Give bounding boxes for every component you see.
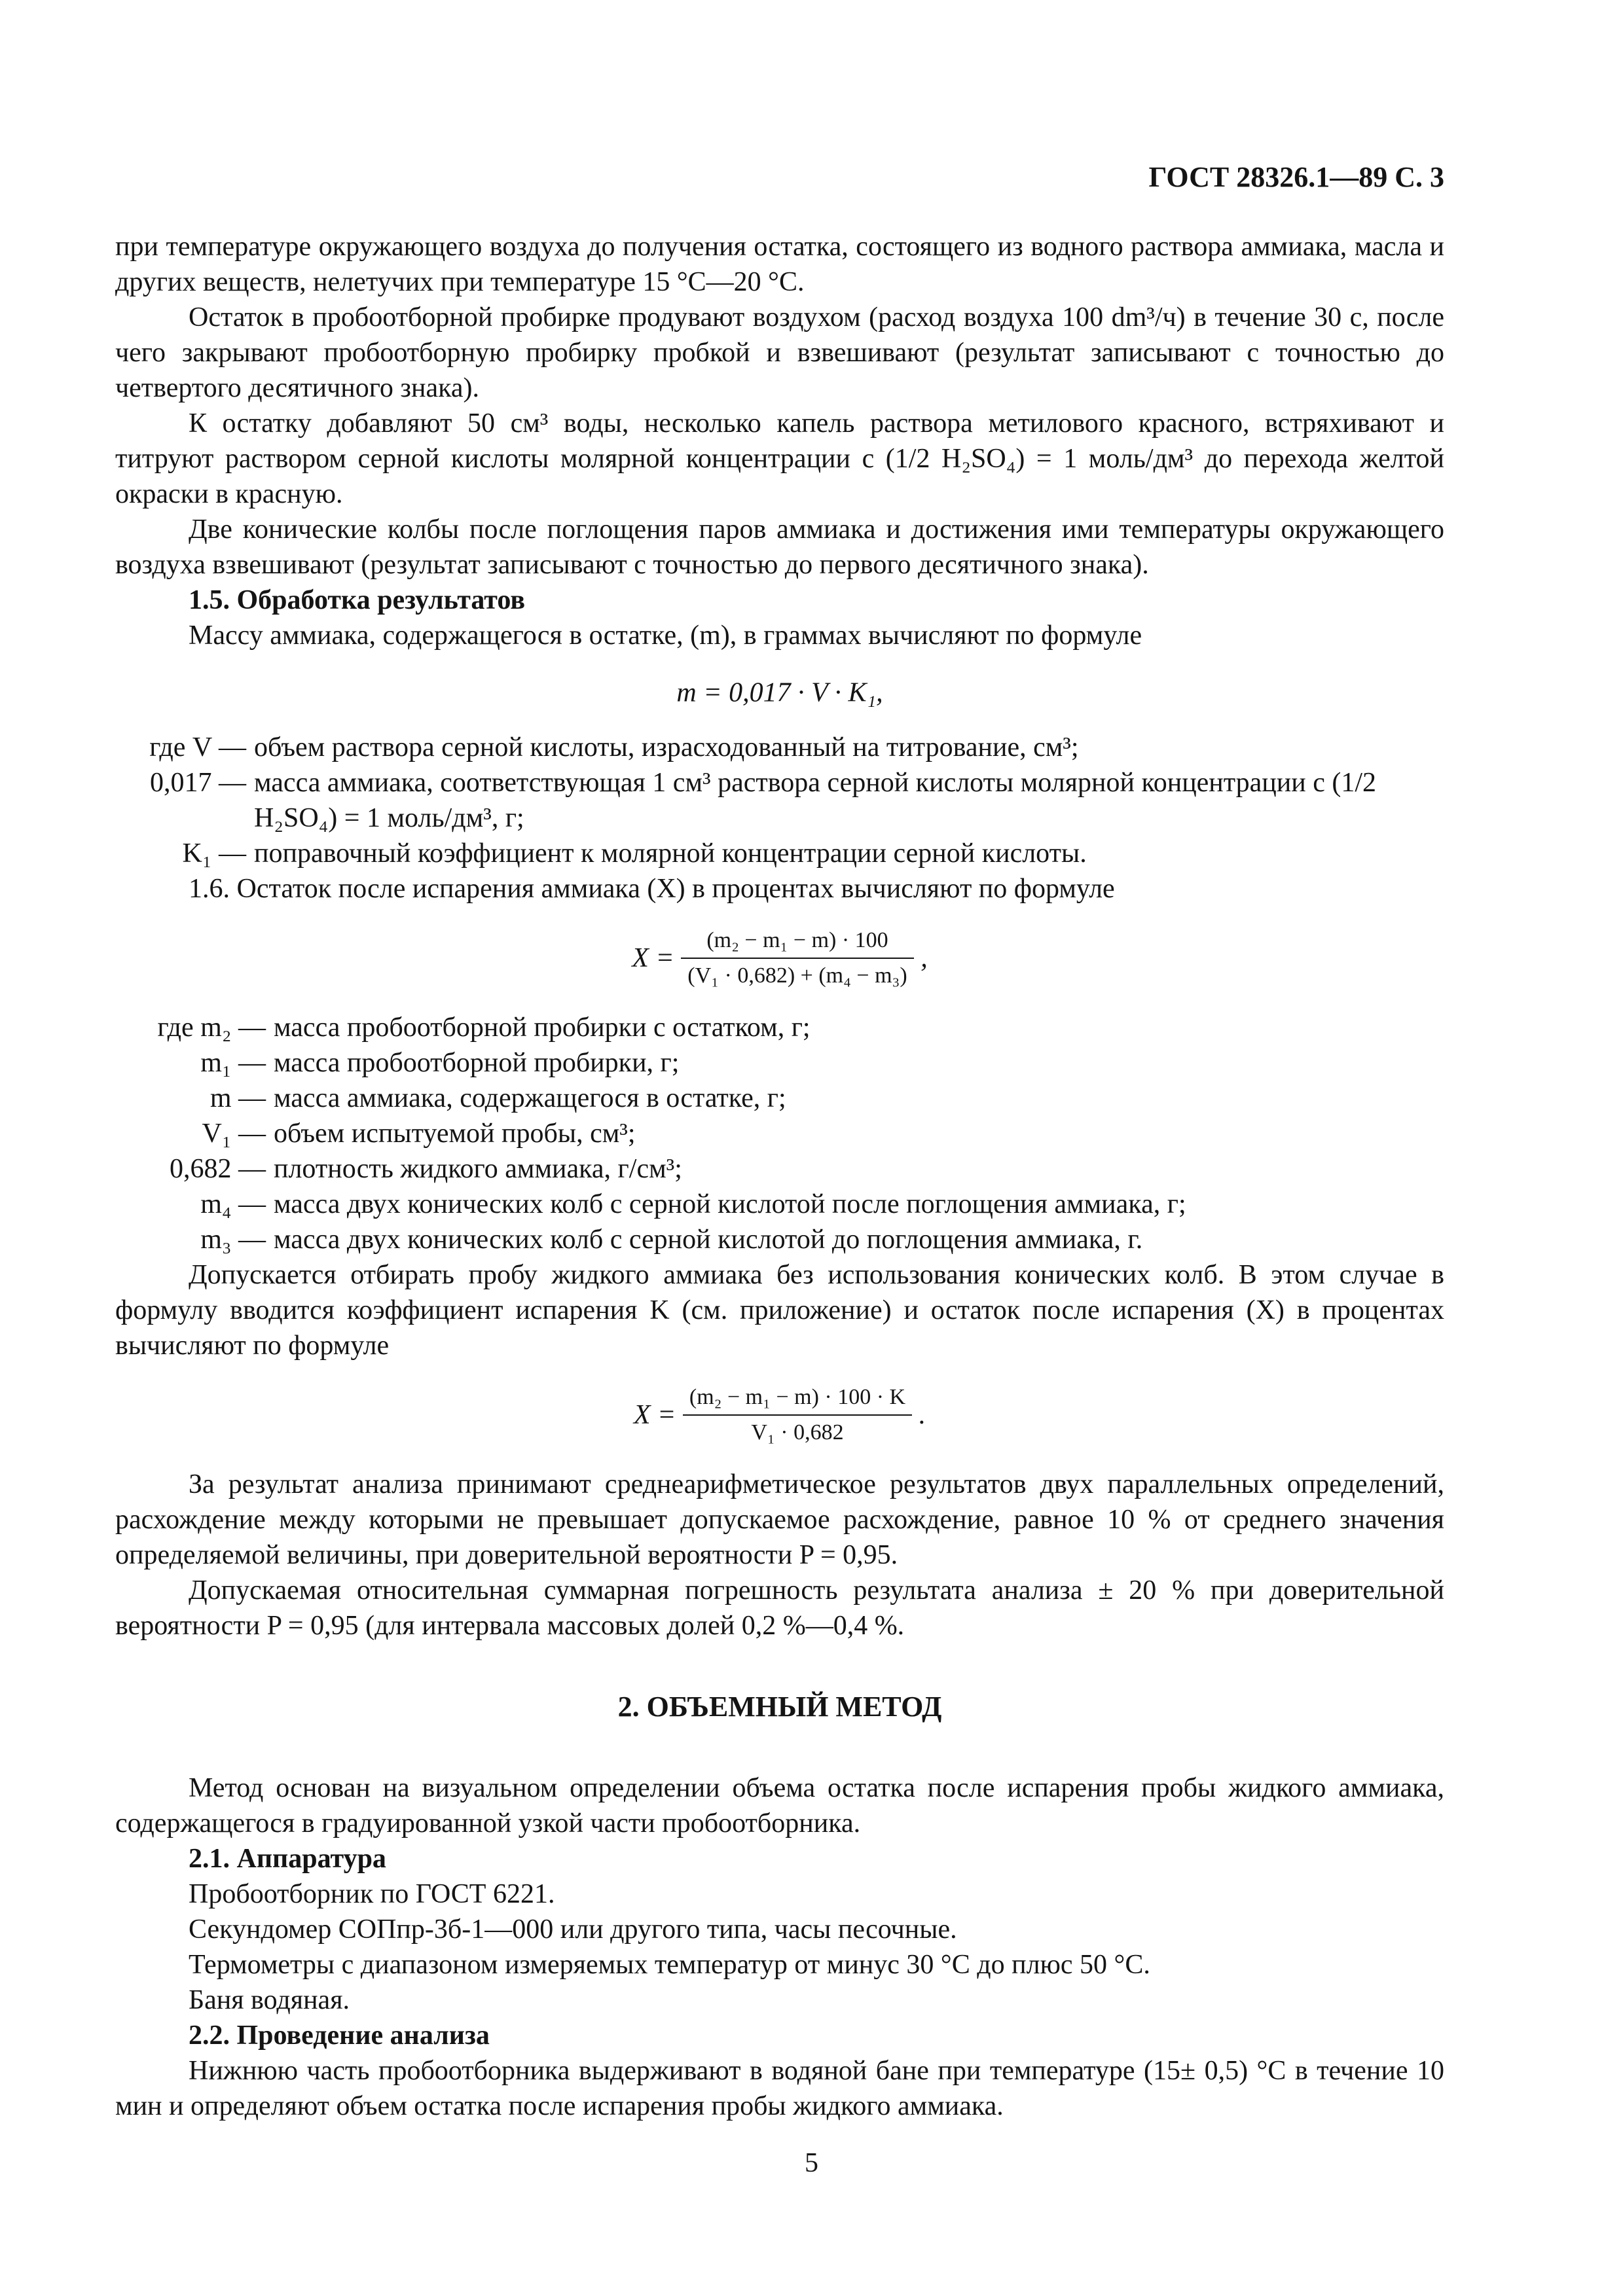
- paragraph: Две конические колбы после поглощения паров аммиака и достижения ими температуры окружающего воздуха взвешивают (результат записывают с точностью до первого десятичного знака).: [115, 514, 1444, 580]
- definition-row: [115, 1081, 1444, 1116]
- page-number: 5: [805, 2148, 818, 2178]
- definition-symbol: m₃ —: [200, 1225, 266, 1255]
- definition-symbol: K₁ —: [182, 838, 246, 869]
- definition-row: [115, 1045, 1444, 1081]
- apparatus-item: Секундомер СОПпр-3б-1—000 или другого типа, часы песочные.: [189, 1914, 957, 1945]
- definition-row: [115, 730, 1444, 765]
- definition-symbol: m₁ —: [200, 1048, 266, 1079]
- definition-symbol: где V —: [149, 732, 246, 763]
- paragraph: Остаток в пробоотборной пробирке продувают воздухом (расход воздуха 100 dm³/ч) в течение 30 с, после чего закрывают пробоотборную пробирку пробкой и взвешивают (результат записывают с точностью до четвертого десятичного знака).: [115, 302, 1444, 403]
- definition-symbol: 0,017 —: [150, 768, 246, 798]
- definition-symbol: где m₂ —: [157, 1013, 266, 1043]
- paragraph: К остатку добавляют 50 см³ воды, несколько капель раствора метилового красного, встряхивают и титруют раствором серной кислоты молярной концентрации c (1/2 H₂SO₄) = 1 моль/дм³ до перехода желтой окраски в красную.: [115, 408, 1444, 509]
- document-page: [115, 160, 1444, 2124]
- document-header: ГОСТ 28326.1—89 С. 3: [1148, 161, 1444, 193]
- fraction: [683, 1383, 912, 1447]
- definition-row: [115, 1222, 1444, 1257]
- formula-tail: .: [919, 1400, 926, 1431]
- definition-row: [115, 1010, 1444, 1045]
- paragraph: Массу аммиака, содержащегося в остатке, (m), в граммах вычисляют по формуле: [189, 620, 1142, 651]
- paragraph: Метод основан на визуальном определении объема остатка после испарения пробы жидкого аммиака, содержащегося в градуированной узкой части пробоотборника.: [115, 1773, 1444, 1839]
- subsection-heading: 1.5. Обработка результатов: [189, 585, 526, 615]
- definition-text: масса пробоотборной пробирки, г;: [274, 1048, 680, 1079]
- formula-residue-k: [115, 1383, 1444, 1447]
- definition-text: масса пробоотборной пробирки с остатком, г;: [274, 1013, 811, 1043]
- definition-row: [115, 836, 1444, 871]
- formula-lhs: X =: [633, 1400, 676, 1431]
- fraction-numerator: (m₂ − m₁ − m) · 100: [681, 926, 913, 959]
- definition-text: масса двух конических колб с серной кислотой до поглощения аммиака, г.: [274, 1225, 1143, 1255]
- definitions-list: [115, 1010, 1444, 1257]
- definition-row: [115, 1151, 1444, 1187]
- paragraph: За результат анализа принимают среднеарифметическое результатов двух параллельных определений, расхождение между которыми не превышает допускаемое расхождение, равное 10 % от среднего значения определяемой величины, при доверительной вероятности P = 0,95.: [115, 1469, 1444, 1571]
- definition-text: объем раствора серной кислоты, израсходованный на титрование, см³;: [254, 732, 1079, 763]
- paragraph: Допускается отбирать пробу жидкого аммиака без использования конических колб. В этом случае в формулу вводится коэффициент испарения K (см. приложение) и остаток после испарения (X) в процентах вычисляют по формуле: [115, 1260, 1444, 1361]
- fraction-denominator: (V₁ · 0,682) + (m₄ − m₃): [687, 963, 907, 988]
- paragraph: при температуре окружающего воздуха до получения остатка, состоящего из водного раствора аммиака, масла и других веществ, нелетучих при температуре 15 °С—20 °С.: [115, 232, 1444, 297]
- definition-symbol: m₄ —: [200, 1189, 266, 1220]
- formula-text: m = 0,017 · V · K₁,: [676, 677, 883, 708]
- definition-row: [115, 1116, 1444, 1151]
- formula-lhs: X =: [632, 943, 674, 974]
- definitions-list: [115, 730, 1444, 871]
- apparatus-item: Термометры с диапазоном измеряемых температур от минус 30 °С до плюс 50 °С.: [189, 1950, 1150, 1981]
- fraction-numerator: (m₂ − m₁ − m) · 100 · K: [683, 1383, 912, 1416]
- definition-symbol: V₁ —: [202, 1119, 266, 1149]
- definition-text: поправочный коэффициент к молярной концентрации серной кислоты.: [254, 838, 1087, 869]
- paragraph: Допускаемая относительная суммарная погрешность результата анализа ± 20 % при доверительной вероятности P = 0,95 (для интервала массовых долей 0,2 %—0,4 %.: [115, 1575, 1444, 1641]
- definition-text: масса аммиака, содержащегося в остатке, г;: [274, 1083, 786, 1114]
- paragraph: 1.6. Остаток после испарения аммиака (X) в процентах вычисляют по формуле: [189, 874, 1115, 905]
- fraction: [681, 926, 913, 990]
- definition-text: плотность жидкого аммиака, г/см³;: [274, 1154, 682, 1185]
- subsection-heading: 2.1. Аппаратура: [189, 1844, 386, 1874]
- definition-row: [115, 1187, 1444, 1222]
- formula-residue: [115, 926, 1444, 990]
- definition-symbol: 0,682 —: [170, 1154, 266, 1185]
- definition-text: объем испытуемой пробы, см³;: [274, 1119, 636, 1149]
- definition-text: масса двух конических колб с серной кислотой после поглощения аммиака, г;: [274, 1189, 1186, 1220]
- definition-text: масса аммиака, соответствующая 1 см³ раствора серной кислоты молярной концентрации c (1/2 H₂SO₄) = 1 моль/дм³, г;: [254, 768, 1377, 834]
- paragraph: Нижнюю часть пробоотборника выдерживают в водяной бане при температуре (15± 0,5) °С в течение 10 мин и определяют объем остатка после испарения пробы жидкого аммиака.: [115, 2056, 1444, 2122]
- definition-row: [115, 765, 1444, 836]
- apparatus-item: Баня водяная.: [189, 1985, 350, 2016]
- formula-tail: ,: [921, 943, 928, 974]
- fraction-denominator: V₁ · 0,682: [751, 1420, 844, 1445]
- definition-symbol: m —: [210, 1083, 266, 1114]
- subsection-heading: 2.2. Проведение анализа: [189, 2020, 490, 2051]
- formula-mass: [115, 673, 1444, 710]
- apparatus-item: Пробоотборник по ГОСТ 6221.: [189, 1879, 555, 1910]
- section-heading: 2. ОБЪЕМНЫЙ МЕТОД: [617, 1691, 942, 1723]
